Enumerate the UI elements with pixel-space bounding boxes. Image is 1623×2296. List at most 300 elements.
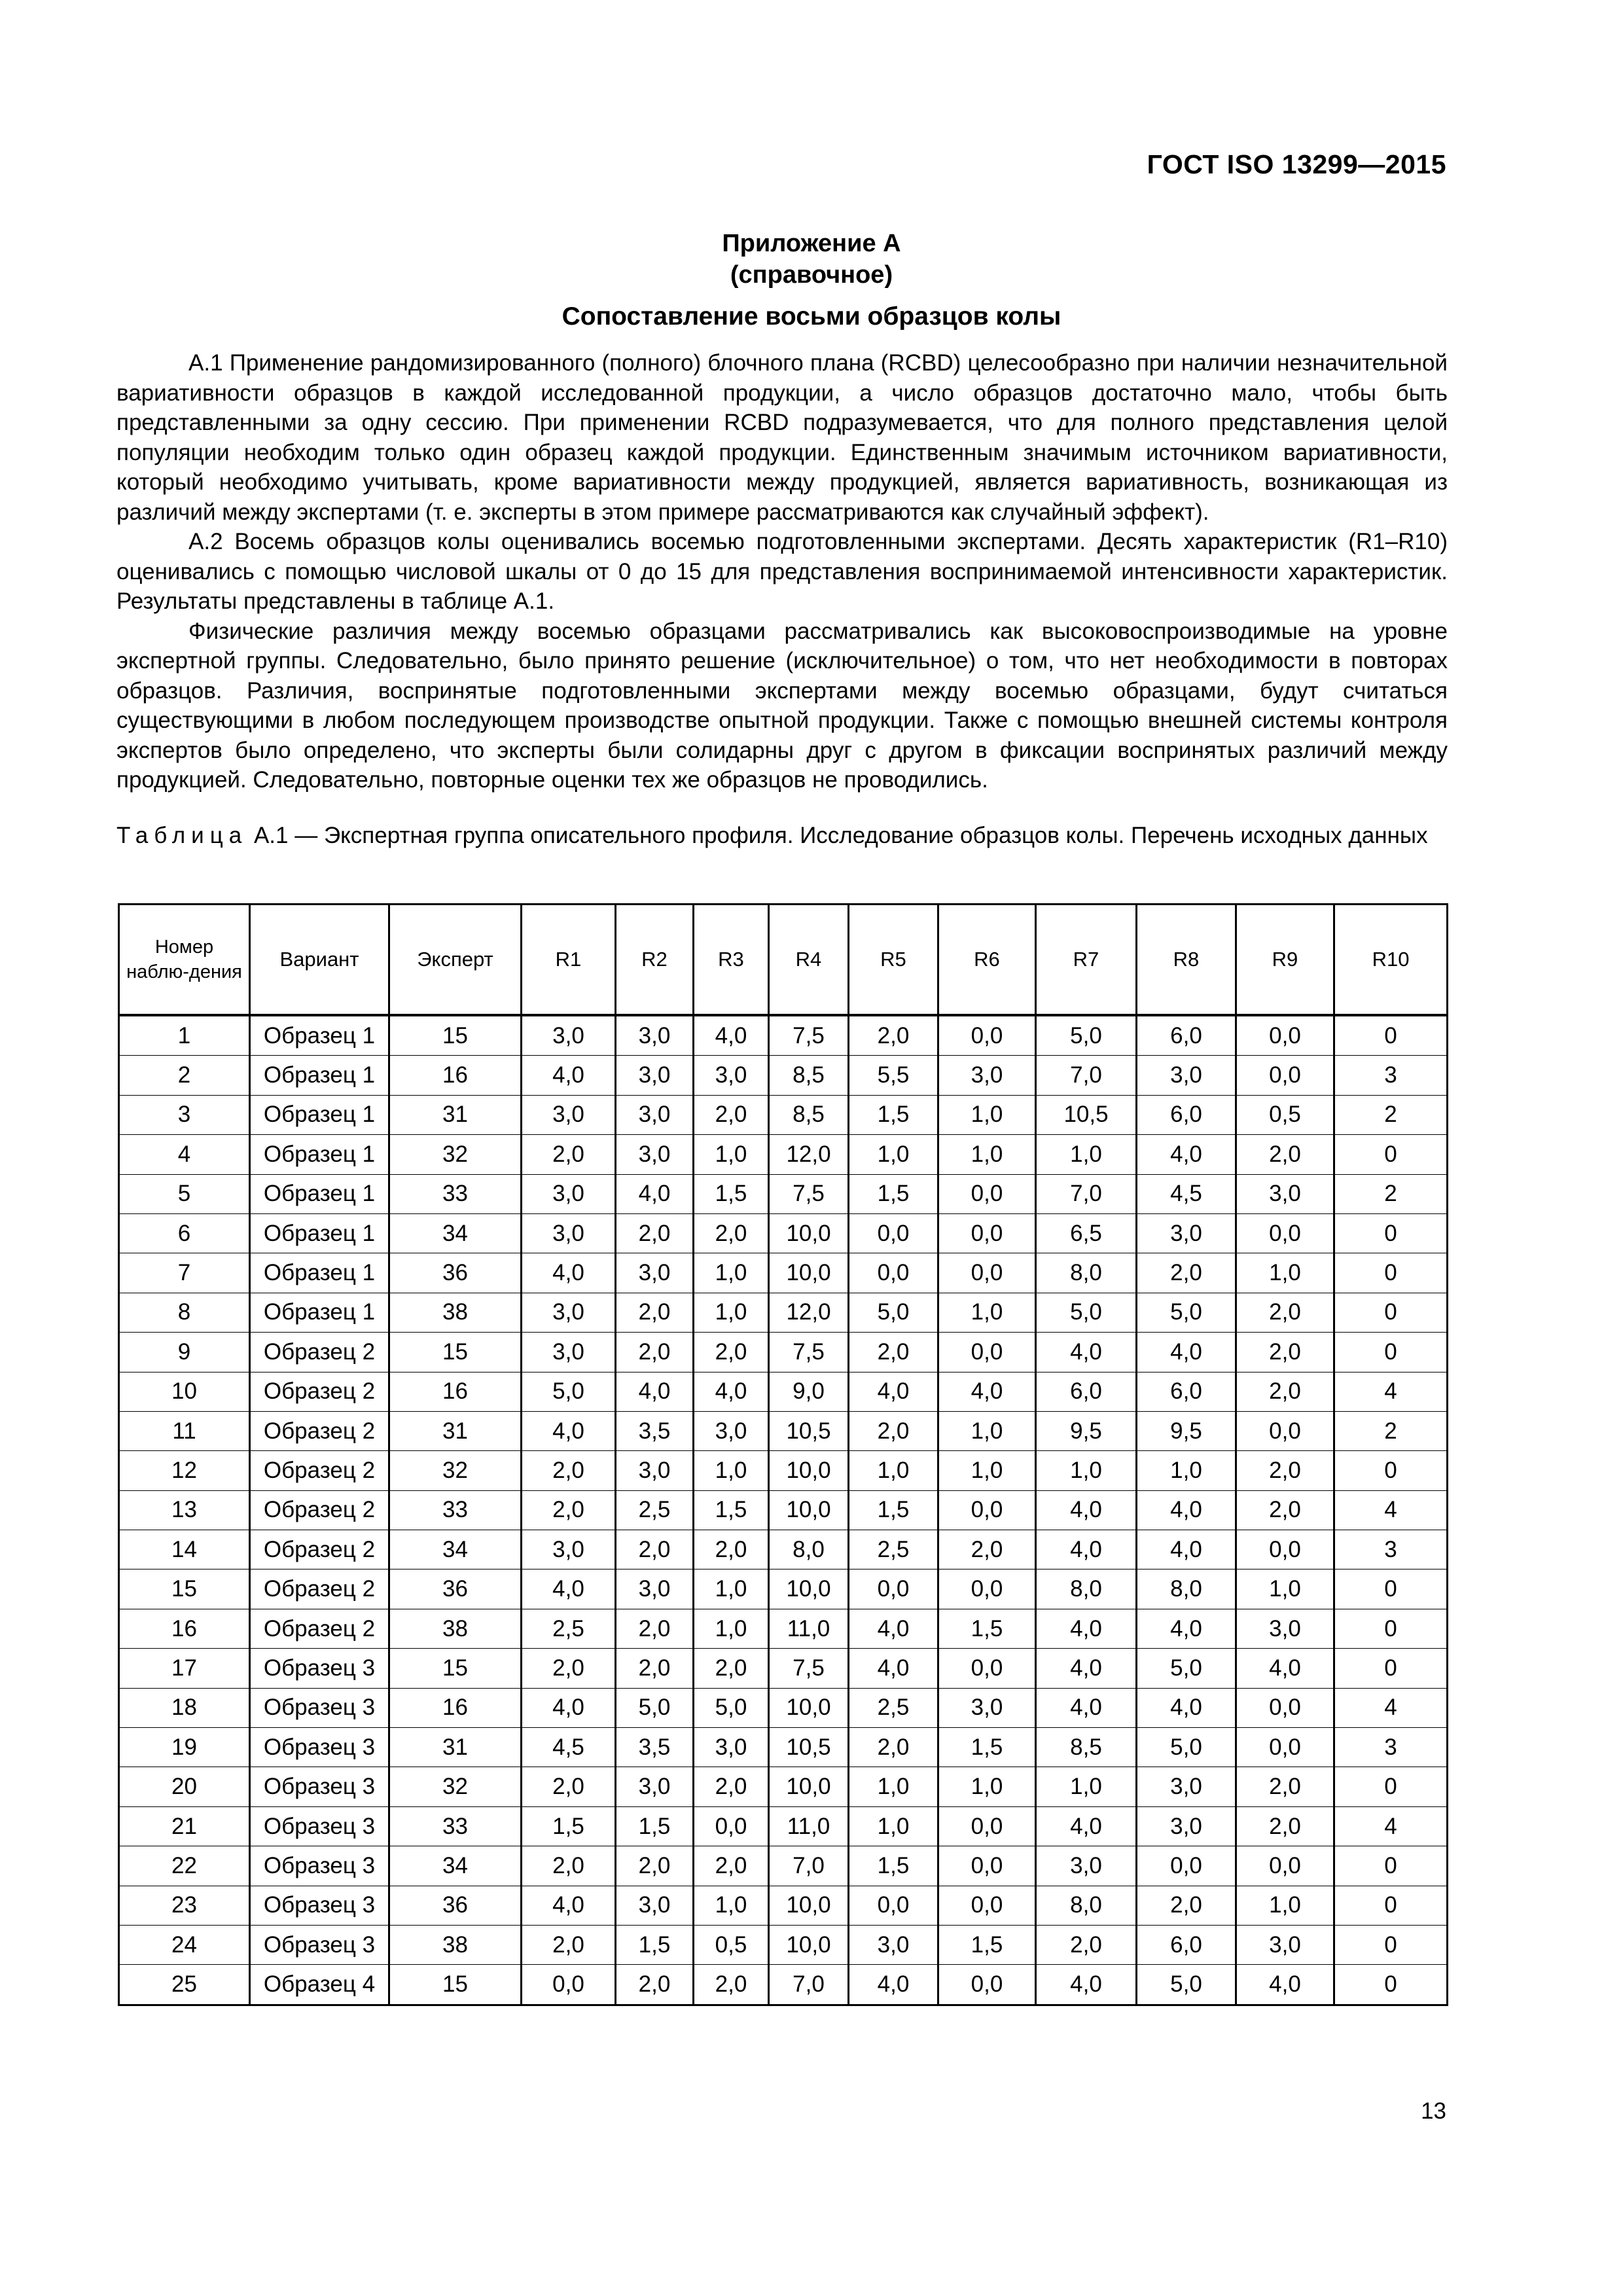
table-cell-expert: 15 xyxy=(389,1649,522,1688)
table-cell-variant: Образец 3 xyxy=(250,1846,389,1886)
table-cell-r3: 1,0 xyxy=(694,1609,769,1648)
table-cell-observation-number: 7 xyxy=(119,1253,250,1293)
table-cell-r2: 3,0 xyxy=(616,1886,694,1925)
table-cell-observation-number: 9 xyxy=(119,1333,250,1372)
table-cell-r8: 4,0 xyxy=(1137,1688,1236,1727)
table-cell-r7: 8,0 xyxy=(1036,1886,1137,1925)
table-cell-r7: 4,0 xyxy=(1036,1806,1137,1846)
paragraph-physical-differences: Физические различия между восемью образцами рассматривались как высоковоспроизводимые на уровне экспертной группы. Следовательно, было принято решение (исключительное) о том, что нет необходимости в повторах образцов. Различия, воспринятые подготовленными экспертами между восемью образцами, будут считаться существующими в любом последующем производстве опытной продукции. Также с помощью внешней системы контроля экспертов было определено, что эксперты были солидарны друг с другом в фиксации воспринятых различий между продукцией. Следовательно, повторные оценки тех же образцов не проводились. xyxy=(116,618,1448,793)
table-cell-r9: 0,0 xyxy=(1236,1056,1334,1095)
table-cell-r10: 2 xyxy=(1334,1174,1448,1213)
paragraph-a1: А.1 Применение рандомизированного (полного) блочного плана (RCBD) целесообразно при наличии незначительной вариативности образцов в каждой исследованной продукции, а число образцов достаточно мало, чтобы быть представленными за одну сессию. При применении RCBD подразумевается, что для полного представления целой популяции необходим только один образец каждой продукции. Единственным значимым источником вариативности, который необходимо учитывать, кроме вариативности между продукцией, является вариативность, возникающая из различий между экспертами (т. е. эксперты в этом примере рассматриваются как случайный эффект). xyxy=(116,350,1448,525)
table-row xyxy=(119,1728,1448,1767)
table-cell-r10: 4 xyxy=(1334,1806,1448,1846)
column-header-r9: R9 xyxy=(1236,905,1334,1016)
table-cell-variant: Образец 1 xyxy=(250,1174,389,1213)
table-cell-r8: 4,0 xyxy=(1137,1333,1236,1372)
table-cell-r6: 1,5 xyxy=(938,1728,1036,1767)
table-cell-r2: 1,5 xyxy=(616,1925,694,1964)
table-cell-r2: 2,0 xyxy=(616,1333,694,1372)
table-cell-r3: 1,0 xyxy=(694,1570,769,1609)
table-cell-variant: Образец 2 xyxy=(250,1333,389,1372)
table-cell-variant: Образец 2 xyxy=(250,1411,389,1450)
table-cell-variant: Образец 2 xyxy=(250,1530,389,1570)
table-cell-r9: 0,0 xyxy=(1236,1728,1334,1767)
table-cell-expert: 31 xyxy=(389,1095,522,1134)
column-header-r5: R5 xyxy=(849,905,938,1016)
table-cell-observation-number: 12 xyxy=(119,1451,250,1490)
table-cell-r1: 3,0 xyxy=(522,1530,616,1570)
table-cell-r3: 3,0 xyxy=(694,1056,769,1095)
table-cell-expert: 38 xyxy=(389,1293,522,1332)
table-cell-r8: 4,0 xyxy=(1137,1135,1236,1174)
table-cell-observation-number: 19 xyxy=(119,1728,250,1767)
table-cell-expert: 36 xyxy=(389,1570,522,1609)
table-cell-r6: 4,0 xyxy=(938,1372,1036,1411)
table-cell-r1: 2,0 xyxy=(522,1490,616,1530)
table-cell-r7: 8,5 xyxy=(1036,1728,1137,1767)
table-cell-r5: 1,0 xyxy=(849,1806,938,1846)
table-cell-r1: 3,0 xyxy=(522,1015,616,1056)
table-cell-expert: 36 xyxy=(389,1886,522,1925)
table-cell-r9: 2,0 xyxy=(1236,1451,1334,1490)
table-cell-r9: 0,5 xyxy=(1236,1095,1334,1134)
table-cell-variant: Образец 3 xyxy=(250,1806,389,1846)
table-cell-expert: 38 xyxy=(389,1609,522,1648)
table-cell-r3: 1,5 xyxy=(694,1174,769,1213)
table-cell-r7: 9,5 xyxy=(1036,1411,1137,1450)
table-cell-r5: 2,0 xyxy=(849,1333,938,1372)
table-cell-r6: 1,0 xyxy=(938,1095,1036,1134)
table-cell-r10: 2 xyxy=(1334,1095,1448,1134)
table-cell-r8: 3,0 xyxy=(1137,1056,1236,1095)
table-cell-r9: 3,0 xyxy=(1236,1609,1334,1648)
table-cell-r1: 2,0 xyxy=(522,1135,616,1174)
table-cell-expert: 31 xyxy=(389,1728,522,1767)
table-cell-observation-number: 5 xyxy=(119,1174,250,1213)
column-header-variant: Вариант xyxy=(250,905,389,1016)
table-cell-r7: 6,0 xyxy=(1036,1372,1137,1411)
table-cell-r8: 6,0 xyxy=(1137,1095,1236,1134)
table-cell-expert: 15 xyxy=(389,1015,522,1056)
table-cell-variant: Образец 3 xyxy=(250,1767,389,1806)
table-cell-r10: 0 xyxy=(1334,1886,1448,1925)
column-header-r1: R1 xyxy=(522,905,616,1016)
table-cell-r1: 5,0 xyxy=(522,1372,616,1411)
table-cell-r2: 3,5 xyxy=(616,1411,694,1450)
table-row xyxy=(119,1490,1448,1530)
table-cell-r5: 1,5 xyxy=(849,1095,938,1134)
table-cell-r7: 4,0 xyxy=(1036,1333,1137,1372)
table-cell-r8: 5,0 xyxy=(1137,1965,1236,2005)
table-cell-r9: 2,0 xyxy=(1236,1490,1334,1530)
table-cell-r8: 1,0 xyxy=(1137,1451,1236,1490)
table-caption-label: Таблица xyxy=(116,823,248,848)
table-cell-r3: 2,0 xyxy=(694,1846,769,1886)
table-cell-r10: 0 xyxy=(1334,1649,1448,1688)
table-cell-r9: 2,0 xyxy=(1236,1806,1334,1846)
table-cell-r8: 5,0 xyxy=(1137,1728,1236,1767)
table-row xyxy=(119,1056,1448,1095)
table-cell-variant: Образец 3 xyxy=(250,1688,389,1727)
table-row xyxy=(119,1174,1448,1213)
table-cell-r2: 2,0 xyxy=(616,1213,694,1253)
table-cell-observation-number: 20 xyxy=(119,1767,250,1806)
table-cell-r2: 3,0 xyxy=(616,1451,694,1490)
table-cell-expert: 34 xyxy=(389,1530,522,1570)
table-cell-r9: 3,0 xyxy=(1236,1174,1334,1213)
column-header-r8: R8 xyxy=(1137,905,1236,1016)
table-cell-expert: 32 xyxy=(389,1767,522,1806)
table-cell-r7: 8,0 xyxy=(1036,1253,1137,1293)
column-header-r10: R10 xyxy=(1334,905,1448,1016)
table-cell-observation-number: 3 xyxy=(119,1095,250,1134)
table-cell-r6: 2,0 xyxy=(938,1530,1036,1570)
table-cell-r10: 3 xyxy=(1334,1728,1448,1767)
table-cell-r7: 4,0 xyxy=(1036,1530,1137,1570)
table-cell-r3: 1,0 xyxy=(694,1293,769,1332)
table-cell-r4: 10,0 xyxy=(769,1925,849,1964)
table-cell-r3: 2,0 xyxy=(694,1095,769,1134)
table-cell-r2: 2,0 xyxy=(616,1293,694,1332)
table-cell-observation-number: 18 xyxy=(119,1688,250,1727)
table-cell-r6: 1,0 xyxy=(938,1451,1036,1490)
table-row xyxy=(119,1372,1448,1411)
table-cell-variant: Образец 3 xyxy=(250,1728,389,1767)
table-cell-expert: 33 xyxy=(389,1174,522,1213)
table-cell-variant: Образец 2 xyxy=(250,1451,389,1490)
table-cell-r9: 0,0 xyxy=(1236,1213,1334,1253)
table-cell-r4: 7,5 xyxy=(769,1015,849,1056)
table-cell-r7: 8,0 xyxy=(1036,1570,1137,1609)
table-cell-r7: 5,0 xyxy=(1036,1015,1137,1056)
table-cell-observation-number: 24 xyxy=(119,1925,250,1964)
table-cell-observation-number: 11 xyxy=(119,1411,250,1450)
table-cell-variant: Образец 3 xyxy=(250,1886,389,1925)
table-row xyxy=(119,1095,1448,1134)
table-cell-r2: 3,0 xyxy=(616,1095,694,1134)
column-header-r4: R4 xyxy=(769,905,849,1016)
table-cell-r5: 1,0 xyxy=(849,1767,938,1806)
table-cell-r4: 10,0 xyxy=(769,1570,849,1609)
table-cell-r1: 4,0 xyxy=(522,1056,616,1095)
table-cell-r10: 0 xyxy=(1334,1965,1448,2005)
table-cell-r5: 4,0 xyxy=(849,1965,938,2005)
table-cell-expert: 34 xyxy=(389,1846,522,1886)
table-cell-r4: 8,0 xyxy=(769,1530,849,1570)
table-cell-r10: 0 xyxy=(1334,1333,1448,1372)
table-cell-r3: 1,0 xyxy=(694,1253,769,1293)
table-cell-r4: 10,0 xyxy=(769,1253,849,1293)
table-cell-r5: 4,0 xyxy=(849,1609,938,1648)
annex-title xyxy=(0,228,1623,291)
table-cell-r2: 2,0 xyxy=(616,1965,694,2005)
table-cell-r9: 2,0 xyxy=(1236,1372,1334,1411)
table-cell-r3: 2,0 xyxy=(694,1530,769,1570)
table-cell-variant: Образец 2 xyxy=(250,1490,389,1530)
table-cell-r2: 4,0 xyxy=(616,1372,694,1411)
table-cell-r4: 9,0 xyxy=(769,1372,849,1411)
table-cell-r4: 10,0 xyxy=(769,1886,849,1925)
table-cell-r1: 4,0 xyxy=(522,1411,616,1450)
table-cell-r2: 3,0 xyxy=(616,1570,694,1609)
table-cell-r7: 6,5 xyxy=(1036,1213,1137,1253)
table-cell-r1: 3,0 xyxy=(522,1293,616,1332)
table-cell-r6: 3,0 xyxy=(938,1688,1036,1727)
table-cell-r8: 5,0 xyxy=(1137,1293,1236,1332)
table-cell-r4: 7,5 xyxy=(769,1174,849,1213)
table-cell-r3: 2,0 xyxy=(694,1965,769,2005)
table-cell-r5: 2,0 xyxy=(849,1728,938,1767)
table-cell-r9: 2,0 xyxy=(1236,1135,1334,1174)
table-cell-expert: 16 xyxy=(389,1372,522,1411)
table-cell-observation-number: 22 xyxy=(119,1846,250,1886)
table-cell-r7: 1,0 xyxy=(1036,1135,1137,1174)
table-cell-r5: 0,0 xyxy=(849,1253,938,1293)
table-cell-expert: 38 xyxy=(389,1925,522,1964)
table-cell-r6: 0,0 xyxy=(938,1886,1036,1925)
table-cell-r10: 3 xyxy=(1334,1530,1448,1570)
table-cell-r7: 4,0 xyxy=(1036,1965,1137,2005)
table-row xyxy=(119,1333,1448,1372)
table-cell-r6: 0,0 xyxy=(938,1174,1036,1213)
table-cell-r3: 0,0 xyxy=(694,1806,769,1846)
body-text xyxy=(116,348,1448,795)
table-cell-r2: 2,0 xyxy=(616,1609,694,1648)
table-row xyxy=(119,1570,1448,1609)
table-cell-observation-number: 25 xyxy=(119,1965,250,2005)
table-cell-variant: Образец 1 xyxy=(250,1015,389,1056)
table-cell-r6: 0,0 xyxy=(938,1253,1036,1293)
table-cell-r5: 1,5 xyxy=(849,1846,938,1886)
table-cell-r1: 0,0 xyxy=(522,1965,616,2005)
table-cell-r6: 0,0 xyxy=(938,1806,1036,1846)
table-cell-r8: 9,5 xyxy=(1137,1411,1236,1450)
table-cell-r2: 3,0 xyxy=(616,1253,694,1293)
table-cell-r5: 3,0 xyxy=(849,1925,938,1964)
table-cell-r8: 2,0 xyxy=(1137,1886,1236,1925)
table-row xyxy=(119,1293,1448,1332)
column-header-expert: Эксперт xyxy=(389,905,522,1016)
table-cell-expert: 31 xyxy=(389,1411,522,1450)
table-cell-variant: Образец 1 xyxy=(250,1135,389,1174)
annex-title-line2: (справочное) xyxy=(730,261,893,289)
table-cell-r4: 7,0 xyxy=(769,1965,849,2005)
table-cell-observation-number: 1 xyxy=(119,1015,250,1056)
table-cell-r10: 0 xyxy=(1334,1925,1448,1964)
table-row xyxy=(119,1767,1448,1806)
table-cell-observation-number: 23 xyxy=(119,1886,250,1925)
table-cell-expert: 16 xyxy=(389,1688,522,1727)
table-cell-r2: 5,0 xyxy=(616,1688,694,1727)
table-cell-variant: Образец 1 xyxy=(250,1056,389,1095)
table-cell-r1: 2,0 xyxy=(522,1925,616,1964)
table-cell-r3: 1,0 xyxy=(694,1451,769,1490)
table-cell-r5: 0,0 xyxy=(849,1570,938,1609)
table-caption xyxy=(116,821,1448,851)
table-cell-r4: 12,0 xyxy=(769,1293,849,1332)
table-cell-observation-number: 14 xyxy=(119,1530,250,1570)
table-cell-r9: 2,0 xyxy=(1236,1767,1334,1806)
table-cell-r2: 3,5 xyxy=(616,1728,694,1767)
table-cell-r9: 0,0 xyxy=(1236,1411,1334,1450)
table-cell-r10: 0 xyxy=(1334,1135,1448,1174)
table-cell-r10: 4 xyxy=(1334,1490,1448,1530)
table-cell-r6: 1,0 xyxy=(938,1411,1036,1450)
table-cell-r10: 0 xyxy=(1334,1015,1448,1056)
table-cell-r8: 3,0 xyxy=(1137,1213,1236,1253)
table-cell-variant: Образец 1 xyxy=(250,1253,389,1293)
table-cell-r4: 10,0 xyxy=(769,1688,849,1727)
table-cell-r10: 3 xyxy=(1334,1056,1448,1095)
column-header-r6: R6 xyxy=(938,905,1036,1016)
table-cell-variant: Образец 3 xyxy=(250,1925,389,1964)
table-cell-variant: Образец 2 xyxy=(250,1609,389,1648)
table-row xyxy=(119,1806,1448,1846)
table-cell-expert: 33 xyxy=(389,1490,522,1530)
table-cell-r8: 4,0 xyxy=(1137,1530,1236,1570)
table-cell-expert: 33 xyxy=(389,1806,522,1846)
table-row xyxy=(119,1015,1448,1056)
column-header-r2: R2 xyxy=(616,905,694,1016)
table-cell-r10: 0 xyxy=(1334,1846,1448,1886)
table-cell-r4: 8,5 xyxy=(769,1095,849,1134)
table-cell-r9: 3,0 xyxy=(1236,1925,1334,1964)
table-cell-r4: 8,5 xyxy=(769,1056,849,1095)
table-cell-r2: 2,0 xyxy=(616,1530,694,1570)
section-title: Сопоставление восьми образцов колы xyxy=(562,302,1061,331)
table-cell-observation-number: 6 xyxy=(119,1213,250,1253)
table-cell-r4: 12,0 xyxy=(769,1135,849,1174)
table-cell-r10: 0 xyxy=(1334,1609,1448,1648)
table-cell-variant: Образец 1 xyxy=(250,1213,389,1253)
table-cell-r3: 2,0 xyxy=(694,1333,769,1372)
column-header-r7: R7 xyxy=(1036,905,1137,1016)
table-cell-r7: 4,0 xyxy=(1036,1649,1137,1688)
table-cell-r1: 2,0 xyxy=(522,1451,616,1490)
table-cell-r5: 1,5 xyxy=(849,1490,938,1530)
table-cell-r3: 1,0 xyxy=(694,1886,769,1925)
table-cell-r4: 10,0 xyxy=(769,1451,849,1490)
table-cell-r5: 4,0 xyxy=(849,1372,938,1411)
table-cell-r9: 0,0 xyxy=(1236,1688,1334,1727)
table-cell-variant: Образец 4 xyxy=(250,1965,389,2005)
table-cell-r7: 4,0 xyxy=(1036,1688,1137,1727)
table-cell-r1: 4,0 xyxy=(522,1688,616,1727)
table-row xyxy=(119,1530,1448,1570)
table-cell-observation-number: 15 xyxy=(119,1570,250,1609)
table-cell-r8: 4,0 xyxy=(1137,1609,1236,1648)
table-cell-r10: 0 xyxy=(1334,1451,1448,1490)
table-row xyxy=(119,1411,1448,1450)
table-cell-r2: 3,0 xyxy=(616,1767,694,1806)
table-cell-r9: 2,0 xyxy=(1236,1333,1334,1372)
table-cell-r9: 2,0 xyxy=(1236,1293,1334,1332)
table-cell-r4: 7,5 xyxy=(769,1649,849,1688)
table-cell-r4: 10,0 xyxy=(769,1490,849,1530)
table-cell-r10: 2 xyxy=(1334,1411,1448,1450)
table-cell-r1: 2,0 xyxy=(522,1846,616,1886)
table-header xyxy=(119,905,1448,1016)
table-cell-r1: 2,0 xyxy=(522,1767,616,1806)
table-cell-r9: 0,0 xyxy=(1236,1015,1334,1056)
table-cell-r1: 3,0 xyxy=(522,1095,616,1134)
table-cell-r4: 7,5 xyxy=(769,1333,849,1372)
table-cell-r8: 6,0 xyxy=(1137,1015,1236,1056)
table-cell-r3: 3,0 xyxy=(694,1411,769,1450)
table-cell-r2: 2,0 xyxy=(616,1649,694,1688)
table-cell-r6: 0,0 xyxy=(938,1015,1036,1056)
table-cell-expert: 34 xyxy=(389,1213,522,1253)
table-row xyxy=(119,1609,1448,1648)
table-cell-r9: 1,0 xyxy=(1236,1886,1334,1925)
table-cell-r4: 10,5 xyxy=(769,1728,849,1767)
table-cell-r2: 3,0 xyxy=(616,1056,694,1095)
table-cell-r5: 0,0 xyxy=(849,1886,938,1925)
table-row xyxy=(119,1451,1448,1490)
table-cell-r4: 10,0 xyxy=(769,1213,849,1253)
table-cell-r3: 4,0 xyxy=(694,1372,769,1411)
data-table xyxy=(118,903,1448,2006)
table-cell-expert: 15 xyxy=(389,1965,522,2005)
table-cell-r3: 1,0 xyxy=(694,1135,769,1174)
table-cell-r5: 2,0 xyxy=(849,1015,938,1056)
table-cell-r5: 2,5 xyxy=(849,1530,938,1570)
table-cell-expert: 16 xyxy=(389,1056,522,1095)
table-cell-r1: 4,0 xyxy=(522,1570,616,1609)
table-cell-r8: 4,0 xyxy=(1137,1490,1236,1530)
table-cell-r8: 3,0 xyxy=(1137,1806,1236,1846)
table-cell-r7: 7,0 xyxy=(1036,1056,1137,1095)
table-cell-r3: 2,0 xyxy=(694,1213,769,1253)
table-cell-r4: 11,0 xyxy=(769,1609,849,1648)
table-row xyxy=(119,1965,1448,2005)
table-cell-r6: 0,0 xyxy=(938,1965,1036,2005)
table-cell-variant: Образец 2 xyxy=(250,1570,389,1609)
table-cell-r9: 4,0 xyxy=(1236,1965,1334,2005)
column-header-observation-number: Номер наблю-дения xyxy=(119,905,250,1016)
table-row xyxy=(119,1135,1448,1174)
table-cell-r5: 5,5 xyxy=(849,1056,938,1095)
table-row xyxy=(119,1213,1448,1253)
table-cell-r3: 4,0 xyxy=(694,1015,769,1056)
table-cell-variant: Образец 1 xyxy=(250,1095,389,1134)
table-cell-r10: 4 xyxy=(1334,1372,1448,1411)
table-cell-r4: 10,5 xyxy=(769,1411,849,1450)
table-cell-r1: 2,5 xyxy=(522,1609,616,1648)
table-cell-r10: 0 xyxy=(1334,1570,1448,1609)
table-cell-r2: 1,5 xyxy=(616,1806,694,1846)
table-row xyxy=(119,1253,1448,1293)
table-cell-r5: 1,5 xyxy=(849,1174,938,1213)
table-cell-r7: 2,0 xyxy=(1036,1925,1137,1964)
table-cell-r10: 4 xyxy=(1334,1688,1448,1727)
table-cell-r7: 7,0 xyxy=(1036,1174,1137,1213)
table-cell-r4: 10,0 xyxy=(769,1767,849,1806)
table-cell-r1: 1,5 xyxy=(522,1806,616,1846)
table-cell-r10: 0 xyxy=(1334,1293,1448,1332)
table-cell-r3: 3,0 xyxy=(694,1728,769,1767)
table-cell-r9: 0,0 xyxy=(1236,1846,1334,1886)
table-row xyxy=(119,1925,1448,1964)
table-cell-r7: 4,0 xyxy=(1036,1609,1137,1648)
table-cell-observation-number: 2 xyxy=(119,1056,250,1095)
table-cell-r3: 1,5 xyxy=(694,1490,769,1530)
table-cell-expert: 32 xyxy=(389,1451,522,1490)
table-cell-r2: 3,0 xyxy=(616,1135,694,1174)
table-cell-r5: 2,0 xyxy=(849,1411,938,1450)
table-cell-r6: 0,0 xyxy=(938,1213,1036,1253)
